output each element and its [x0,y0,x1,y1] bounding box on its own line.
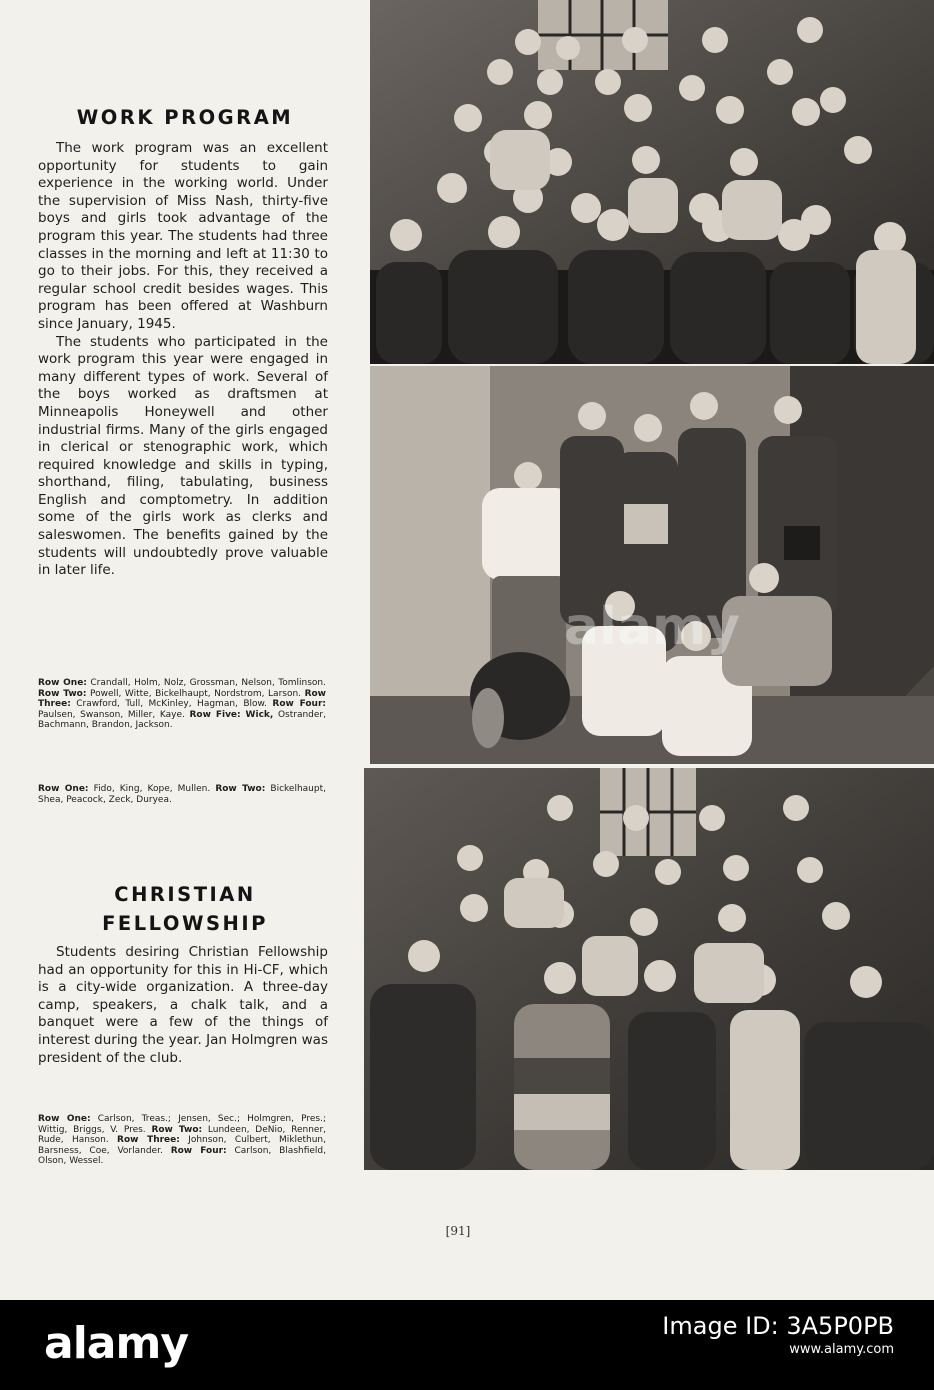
caption-row-label: Row One: [38,784,89,794]
caption-row-names: Powell, Witte, Bickelhaupt, Nordstrom, Larson. [86,688,305,699]
group-photo-icon [370,0,934,364]
christian-fellowship-paragraph: Students desiring Christian Fellowship had an opportunity for this in Hi-CF, which is a city-wide organization. A three-day camp, speakers, a chalk talk, and a banquet were a few of the things of interest during the year. Jan Holmgren was president of the club. [38,944,328,1066]
caption-row-names: Fido, King, Kope, Mullen. [88,784,216,794]
work-program-heading: WORK PROGRAM [76,106,294,129]
caption-row-label: Row One: [38,678,87,688]
christian-fellowship-caption [38,1114,326,1167]
middle-photo-caption [38,784,326,805]
caption-row-label: Row Two: [215,784,266,794]
caption-row-label: Row Four: [170,1145,227,1156]
caption-row-names: Bickelhaupt, Shea, Peacock, Zeck, Duryea. [38,784,326,805]
work-program-caption [38,678,326,731]
christian-fellowship-text [38,944,328,1067]
group-photo-icon [370,366,934,764]
caption-row-label: Row Two: [38,688,87,699]
work-program-paragraph-1: The work program was an excellent opportunity for students to gain experience in the working world. Under the supervision of Miss Nash, thirty-five boys and girls took advantage of the program this year. The students had three classes in the morning and left at 11:30 to go to their jobs. For this, they received a regular school credit besides wages. This program has been offered at Washburn since January, 1945. [38,140,328,332]
watermark-text: alamy [563,597,741,657]
caption-row-label: Row One: [38,1114,91,1124]
caption-row-names: Crandall, Holm, Nolz, Grossman, Nelson, Tomlinson. [86,678,326,688]
christian-fellowship-title-line-2: FELLOWSHIP [102,912,268,935]
group-photo-icon [364,768,934,1170]
image-id: Image ID: 3A5P0PB [662,1312,894,1340]
work-program-paragraph-2: The students who participated in the work program this year were engaged in many different types of work. Several of the boys worked as draftsmen at Minneapolis Honeywell and other industrial firms. Many of the girls engaged in clerical or stenographic work, which required knowledge and skills in typing, shorthand, filing, tabulating, business English and comptometry. In addition some of the girls work as clerks and saleswomen. The benefits gained by the students will undoubtedly prove valuable in later life. [38,333,328,579]
caption-row-names: Lundeen, DeNio, Renner, Rude, Hanson. [38,1124,327,1146]
caption-row-names: Crawford, Tull, McKinley, Hagman, Blow. [70,699,273,710]
caption-row-names: Ostrander, Bachmann, Brandon, Jackson. [38,709,326,731]
footer-meta [662,1310,894,1357]
caption-row-names: Paulsen, Swanson, Miller, Kaye. [38,709,190,720]
caption-row-label: Row Three: [117,1135,180,1146]
caption-row-label: Row Three: [38,688,326,710]
alamy-logo: alamy [44,1318,188,1369]
work-program-text [38,140,328,580]
christian-fellowship-title-line-1: CHRISTIAN [114,883,256,906]
site-url: www.alamy.com [789,1342,894,1357]
christian-fellowship-heading [40,880,330,938]
page-number: [91] [445,1224,471,1238]
caption-row-names: Carlson, Treas.; Jensen, Sec.; Holmgren, Pres.; Wittig, Briggs, V. Pres. [38,1114,327,1135]
christian-fellowship-group-photo [364,768,934,1170]
caption-row-names: Wick, [240,709,274,720]
caption-row-label: Row Five: [189,709,241,720]
stock-footer-banner [0,1300,934,1390]
caption-row-label: Row Four: [272,699,326,710]
caption-row-names: Johnson, Culbert, Miklethun, Barsness, Coe, Vorlander. [38,1135,326,1156]
work-program-group-photo [370,0,934,364]
caption-row-label: Row Two: [151,1124,203,1135]
caption-row-names: Carlson, Blashfield, Olson, Wessel. [38,1145,326,1167]
middle-group-photo [370,366,934,764]
